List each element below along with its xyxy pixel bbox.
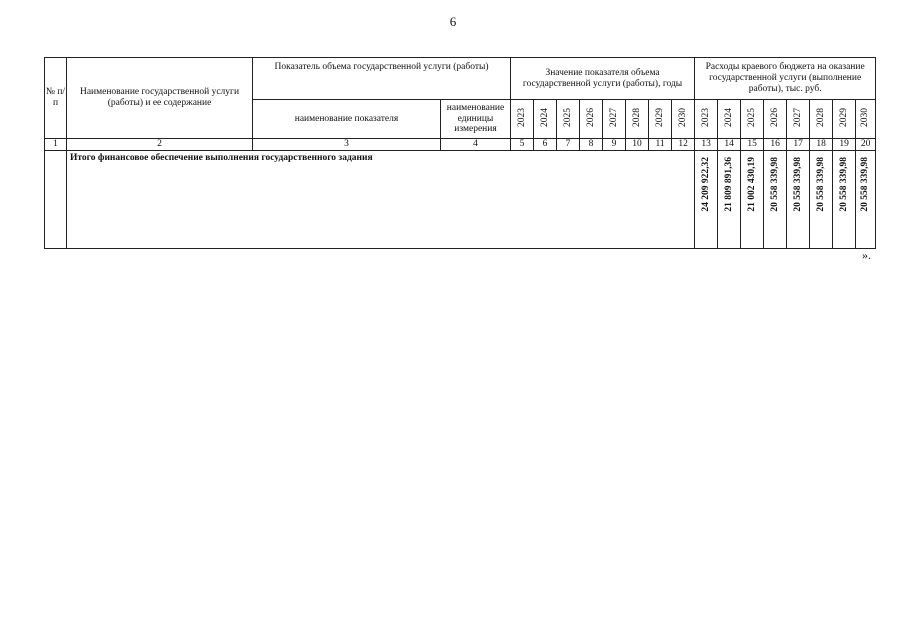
header-indicator-group: Показатель объема государственной услуги (работы)	[253, 58, 511, 100]
year-cell	[787, 100, 810, 139]
year-cell	[580, 100, 603, 139]
year-label: 2025	[746, 107, 757, 127]
column-number: 18	[810, 139, 833, 151]
header-indicator-unit: наименование единицы измерения	[441, 100, 511, 139]
total-num-cell	[45, 150, 67, 248]
year-label: 2023	[700, 107, 711, 127]
year-cell	[718, 100, 741, 139]
column-number: 20	[856, 139, 876, 151]
state-assignment-table	[44, 57, 876, 249]
expense-value: 21 809 891,36	[723, 156, 734, 212]
expense-value: 21 002 430,19	[746, 156, 757, 212]
header-num: № п/п	[45, 58, 67, 139]
expense-value: 20 558 339,98	[792, 156, 803, 212]
expense-value: 24 209 922,32	[700, 156, 711, 212]
expense-cell	[833, 150, 856, 248]
column-number: 1	[45, 139, 67, 151]
year-cell	[764, 100, 787, 139]
expense-cell	[810, 150, 833, 248]
expense-cell	[764, 150, 787, 248]
expense-cell	[741, 150, 764, 248]
expense-cell	[787, 150, 810, 248]
year-label: 2024	[723, 107, 734, 127]
year-label: 2026	[769, 107, 780, 127]
expense-value: 20 558 339,98	[838, 156, 849, 212]
total-row-label: Итого финансовое обеспечение выполнения государственного задания	[67, 150, 695, 248]
closing-quote-mark: ».	[862, 248, 871, 262]
column-number: 11	[649, 139, 672, 151]
year-cell	[810, 100, 833, 139]
column-number: 10	[626, 139, 649, 151]
header-values-group: Значение показателя объема государственной услуги (работы), годы	[511, 58, 695, 100]
year-cell	[741, 100, 764, 139]
year-cell	[534, 100, 557, 139]
year-label: 2030	[860, 107, 871, 127]
column-number: 7	[557, 139, 580, 151]
year-label: 2024	[539, 107, 550, 127]
column-number: 16	[764, 139, 787, 151]
year-cell	[672, 100, 695, 139]
column-number: 8	[580, 139, 603, 151]
year-label: 2029	[654, 107, 665, 127]
header-service: Наименование государственной услуги (работы) и ее содержание	[67, 58, 253, 139]
column-number: 9	[603, 139, 626, 151]
column-number: 12	[672, 139, 695, 151]
year-cell	[833, 100, 856, 139]
expense-cell	[718, 150, 741, 248]
column-number: 15	[741, 139, 764, 151]
page-number: 6	[449, 14, 457, 29]
year-cell	[649, 100, 672, 139]
expense-cell	[856, 150, 876, 248]
year-cell	[603, 100, 626, 139]
year-label: 2027	[608, 107, 619, 127]
column-number: 19	[833, 139, 856, 151]
year-cell	[511, 100, 534, 139]
year-cell	[626, 100, 649, 139]
header-indicator-name: наименование показателя	[253, 100, 441, 139]
year-cell	[557, 100, 580, 139]
year-cell	[856, 100, 876, 139]
column-number: 14	[718, 139, 741, 151]
year-label: 2030	[677, 107, 688, 127]
column-number: 6	[534, 139, 557, 151]
year-label: 2023	[516, 107, 527, 127]
expense-value: 20 558 339,98	[769, 156, 780, 212]
year-label: 2028	[815, 107, 826, 127]
column-number: 4	[441, 139, 511, 151]
header-expenses-group: Расходы краевого бюджета на оказание государственной услуги (выполнение работы), тыс. руб.	[695, 58, 876, 100]
column-number: 13	[695, 139, 718, 151]
column-number: 17	[787, 139, 810, 151]
expense-value: 20 558 339,98	[815, 156, 826, 212]
column-number: 2	[67, 139, 253, 151]
year-label: 2025	[562, 107, 573, 127]
year-label: 2026	[585, 107, 596, 127]
column-number: 3	[253, 139, 441, 151]
year-cell	[695, 100, 718, 139]
column-number: 5	[511, 139, 534, 151]
year-label: 2028	[631, 107, 642, 127]
year-label: 2027	[792, 107, 803, 127]
year-label: 2029	[838, 107, 849, 127]
expense-value: 20 558 339,98	[860, 156, 871, 212]
expense-cell	[695, 150, 718, 248]
